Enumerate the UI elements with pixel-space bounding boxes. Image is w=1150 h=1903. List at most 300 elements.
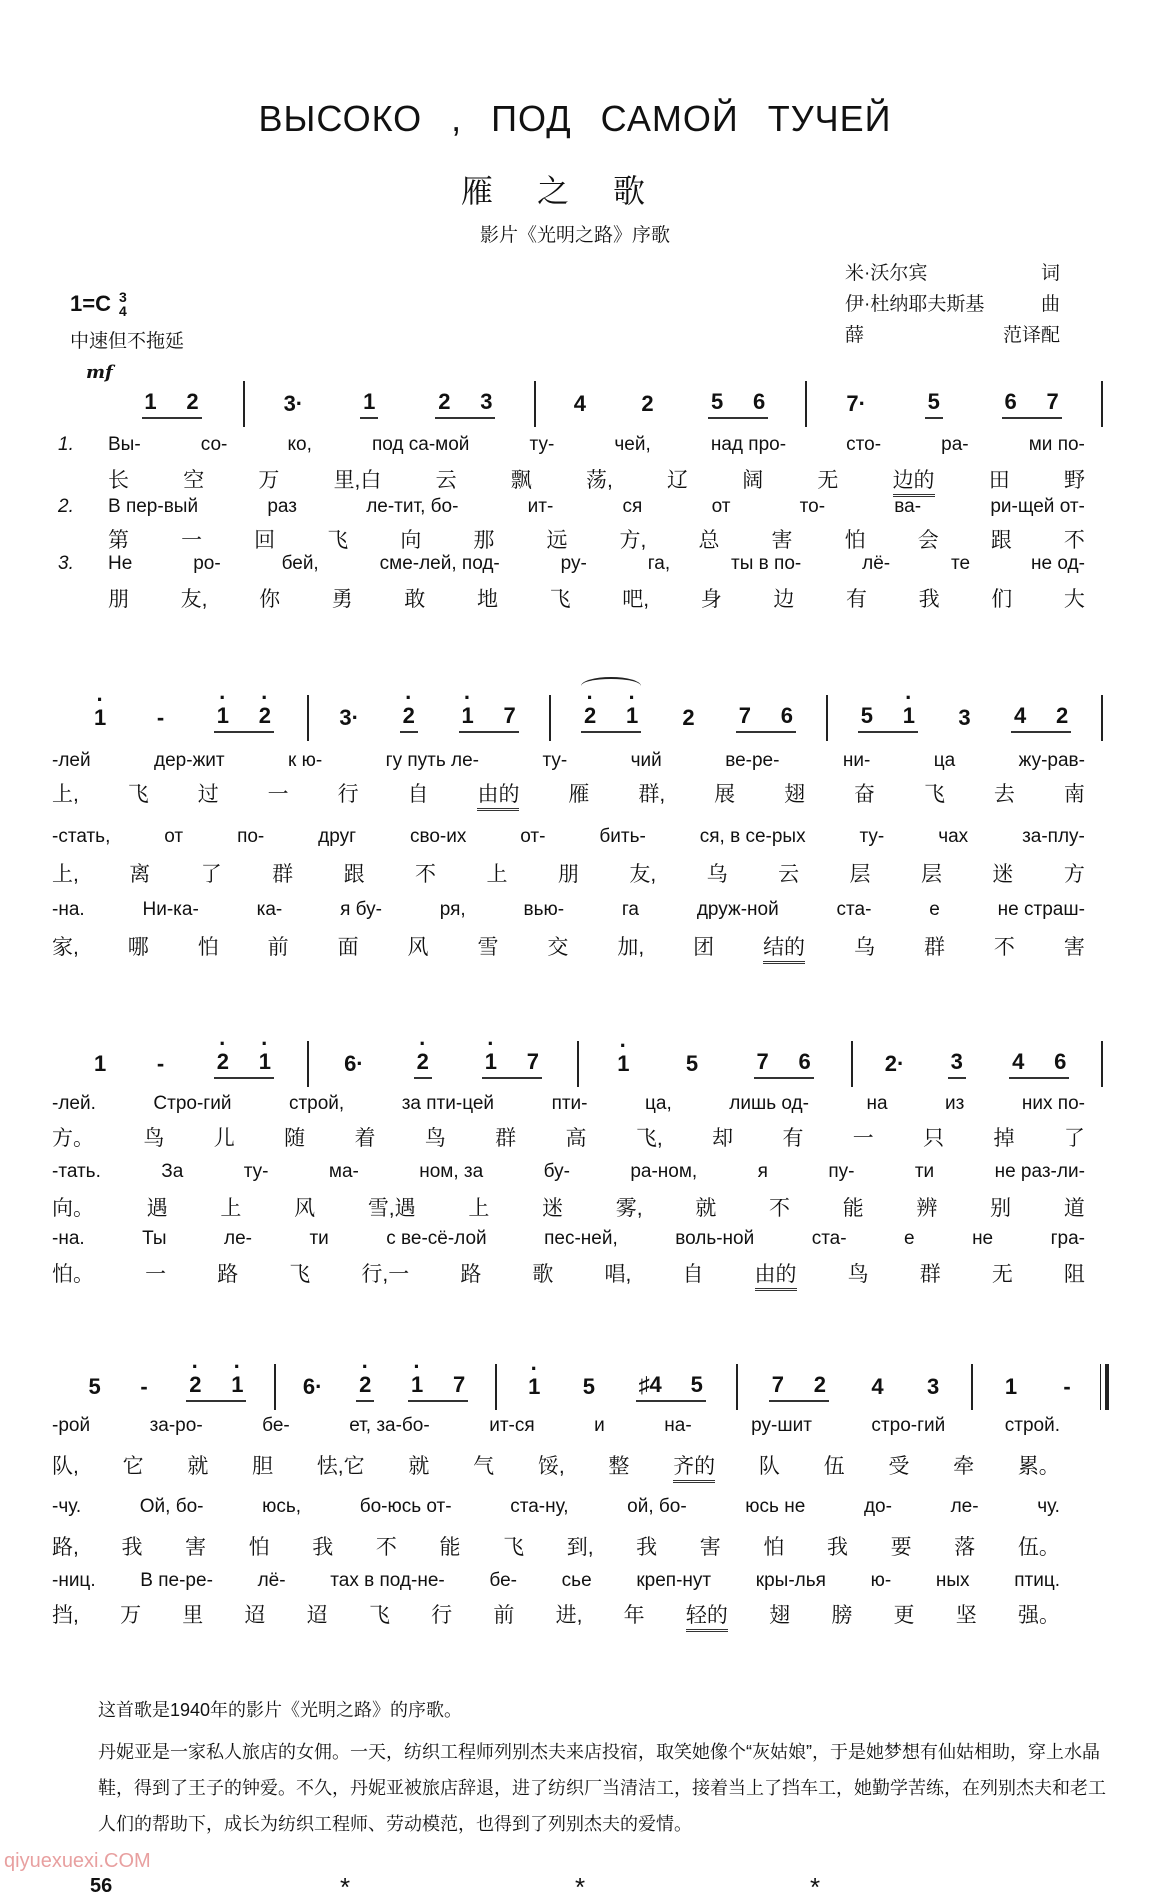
lyric-syllable: 怕 — [248, 1536, 270, 1559]
lyric-syllable: ка- — [256, 899, 283, 920]
lyric-syllable: 掉 — [993, 1127, 1015, 1150]
lyric-syllable: е — [929, 899, 940, 920]
lyric-syllable: 怯,它 — [316, 1455, 365, 1478]
lyric-syllable: 伍。 — [1017, 1536, 1060, 1559]
lyric-syllable: ро- — [193, 553, 221, 574]
lyric-syllable: 到, — [566, 1536, 594, 1559]
beam-group — [435, 389, 495, 419]
lyric-syllable: 轻的 — [686, 1599, 728, 1632]
lyric-syllable: ту- — [542, 750, 568, 771]
beam-group — [948, 1049, 966, 1079]
note: · 1 — [625, 703, 639, 729]
credit-name: 薛 — [845, 325, 865, 346]
beam-group — [1009, 1049, 1069, 1079]
lyric-syllable: креп-нут — [636, 1570, 712, 1591]
lyric-syllable: 无 — [817, 469, 839, 492]
lyric-syllable: 膀 — [831, 1604, 853, 1627]
lyric-syllable: 风 — [407, 936, 429, 959]
lyric-syllable: 友, — [629, 863, 657, 886]
lyric-syllable: 唱, — [604, 1263, 632, 1286]
lyric-line-chinese — [52, 778, 1085, 811]
lyric-syllable: 地 — [476, 588, 498, 611]
lyric-syllable: 我 — [636, 1536, 658, 1559]
note: 2 — [186, 389, 199, 414]
lyric-syllable: 遇 — [146, 1197, 168, 1220]
lyric-syllable: бу- — [543, 1161, 570, 1182]
note: 6 — [753, 389, 766, 414]
lyric-syllable: 不 — [769, 1197, 791, 1220]
lyric-syllable: ся — [622, 496, 643, 517]
lyric-syllable: лишь од- — [729, 1093, 809, 1114]
lyric-syllable: 害 — [1063, 936, 1085, 959]
lyric-syllable: -чу. — [52, 1496, 82, 1517]
lyric-line-russian — [52, 1161, 1085, 1183]
lyric-syllable: ца, — [645, 1093, 672, 1114]
lyric-syllable: раз — [267, 496, 297, 517]
beam-group — [1002, 389, 1062, 419]
lyric-syllable: 辨 — [916, 1197, 938, 1220]
lyric-syllable: 行 — [431, 1604, 453, 1627]
lyric-syllable: чах — [938, 826, 969, 847]
star-separator: * — [810, 1872, 821, 1902]
note: - — [156, 705, 165, 730]
lyric-syllable: на- — [664, 1415, 692, 1436]
lyric-syllable: 怕。 — [52, 1263, 94, 1286]
lyric-syllable: 坚 — [955, 1604, 977, 1627]
lyric-syllable: 害 — [185, 1536, 207, 1559]
lyric-syllable: Стро-гий — [153, 1093, 232, 1114]
lyric-syllable: сво-их — [409, 826, 467, 847]
lyric-syllable: них по- — [1021, 1093, 1085, 1114]
measure — [828, 695, 1103, 741]
lyric-syllable: 哪 — [127, 936, 149, 959]
lyric-line-russian — [52, 1496, 1060, 1518]
lyric-syllable: 队, — [52, 1455, 79, 1478]
lyric-syllable: 一 — [267, 783, 289, 806]
lyric-syllable: 方, — [619, 529, 647, 552]
lyric-syllable: 加, — [617, 936, 645, 959]
lyric-syllable: 害 — [699, 1536, 721, 1559]
lyric-syllable: 雾, — [615, 1197, 643, 1220]
lyric-syllable: 吧, — [622, 588, 650, 611]
lyric-syllable: 落 — [954, 1536, 976, 1559]
lyric-syllable: 上, — [52, 783, 79, 806]
lyric-syllable: ра-ном, — [630, 1161, 698, 1182]
lyric-syllable: к ю- — [288, 750, 323, 771]
note: ♯4 — [638, 1372, 662, 1397]
lyric-syllable: ва- — [894, 496, 922, 517]
lyric-syllable: ру-шит — [751, 1415, 812, 1436]
lyric-syllable: не раз-ли- — [994, 1161, 1085, 1182]
lyric-syllable: -стать, — [52, 826, 111, 847]
tempo-marking: 中速但不拖延 — [70, 331, 185, 352]
lyric-syllable: 有 — [782, 1127, 804, 1150]
measure — [853, 1041, 1103, 1087]
lyric-syllable: 敢 — [404, 588, 426, 611]
lyric-syllable: за пти-цей — [401, 1093, 495, 1114]
lyric-syllable: 了 — [200, 863, 222, 886]
notes-paragraph-2: 丹妮亚是一家私人旅店的女佣。一天，纺织工程师列别杰夫来店投宿，取笑她像个“灰姑娘”，于是她梦想有仙姑相助，穿上水晶鞋，得到了王子的钟爱。不久，丹妮亚被旅店辞退，进了纺织厂当清洁工，接着当上了挡车工，她勤学苦练，在列别杰夫和老工人们的帮助下，成长为纺织工程师、劳动模范，也得到了列别杰夫的爱情。 — [98, 1742, 1106, 1834]
lyric-syllable: 勇 — [331, 588, 353, 611]
lyric-syllable: 气 — [473, 1455, 495, 1478]
note: 4 — [1012, 1049, 1025, 1074]
credits — [845, 258, 1060, 351]
lyric-syllable: Ты — [142, 1228, 167, 1249]
note: 6· — [344, 1051, 364, 1076]
lyric-syllable: 我 — [121, 1536, 143, 1559]
lyric-line-russian — [108, 553, 1085, 575]
lyric-syllable: воль-ной — [675, 1228, 755, 1249]
lyric-syllable: 会 — [917, 529, 939, 552]
lyric-syllable: 翅 — [769, 1604, 791, 1627]
lyric-syllable: ря, — [439, 899, 466, 920]
note: · 2 — [583, 703, 597, 729]
key-label: 1=C — [70, 291, 111, 316]
lyric-syllable: ты в по- — [731, 553, 802, 574]
lyric-syllable: дер-жит — [154, 750, 225, 771]
beam-group — [214, 1049, 274, 1079]
lyric-syllable: ми по- — [1028, 434, 1085, 455]
lyric-syllable: ле- — [224, 1228, 252, 1249]
lyric-syllable: 就 — [408, 1455, 430, 1478]
lyric-syllable: ра- — [941, 434, 969, 455]
star-separator: * — [575, 1872, 586, 1902]
lyric-syllable: 不 — [415, 863, 437, 886]
lyric-syllable: -рой — [52, 1415, 91, 1436]
lyric-syllable: стро-гий — [871, 1415, 946, 1436]
lyric-syllable: за-ро- — [149, 1415, 203, 1436]
lyric-syllable: 边的 — [893, 464, 935, 497]
lyric-syllable: бить- — [599, 826, 646, 847]
verse-number: 1. — [58, 434, 74, 455]
lyric-syllable: 高 — [565, 1127, 587, 1150]
time-signature — [119, 290, 127, 318]
lyric-syllable: 向 — [400, 529, 422, 552]
note: · 1 — [216, 703, 230, 729]
lyric-syllable: 就 — [695, 1197, 717, 1220]
lyric-syllable: чий — [630, 750, 662, 771]
note: 3 — [950, 1049, 963, 1074]
verse-number: 2. — [58, 496, 74, 517]
lyric-syllable: 飞 — [549, 588, 571, 611]
lyric-syllable: 飞 — [327, 529, 349, 552]
lyric-syllable: 奋 — [854, 783, 875, 806]
lyric-syllable: 雁 — [568, 783, 590, 806]
lyric-syllable: 胆 — [252, 1455, 274, 1478]
beam-group — [400, 703, 418, 733]
lyric-syllable: 群 — [919, 1263, 941, 1286]
lyric-syllable: пти- — [551, 1093, 588, 1114]
lyric-syllable: 田 — [988, 469, 1010, 492]
lyric-syllable: 鸟 — [143, 1127, 165, 1150]
lyric-syllable: друж-ной — [696, 899, 779, 920]
note: · 2 — [258, 703, 272, 729]
credit-music — [845, 289, 1060, 320]
note: 7 — [452, 1372, 466, 1397]
lyric-syllable: под са-мой — [371, 434, 470, 455]
lyric-syllable: 空 — [183, 469, 205, 492]
lyric-syllable: строй. — [1004, 1415, 1060, 1436]
notes-row — [100, 381, 1103, 427]
lyric-syllable: ту- — [243, 1161, 269, 1182]
lyric-syllable: ит-ся — [489, 1415, 535, 1436]
lyric-syllable: ит- — [527, 496, 554, 517]
note: 5 — [582, 1374, 595, 1399]
lyric-syllable: 就 — [187, 1455, 209, 1478]
lyric-syllable: 云 — [435, 469, 457, 492]
lyric-syllable: ко, — [287, 434, 312, 455]
beam-group — [356, 1372, 374, 1402]
lyric-syllable: 阻 — [1063, 1263, 1085, 1286]
note: · 2 — [402, 703, 416, 729]
lyric-syllable: над про- — [710, 434, 787, 455]
lyric-syllable: 南 — [1063, 783, 1085, 806]
lyric-syllable: от — [164, 826, 184, 847]
note: 7 — [738, 703, 751, 728]
note: 2 — [813, 1372, 826, 1397]
lyric-syllable: ста- — [836, 899, 872, 920]
note: 6 — [1054, 1049, 1067, 1074]
lyric-line-russian — [52, 1093, 1085, 1115]
lyric-line-chinese — [52, 1122, 1085, 1152]
lyric-syllable: юсь, — [262, 1496, 302, 1517]
note: 6 — [780, 703, 793, 728]
lyric-syllable: 不 — [993, 936, 1015, 959]
lyric-syllable: ле-тит, бо- — [366, 496, 459, 517]
lyric-syllable: ой, бо- — [627, 1496, 687, 1517]
lyric-syllable: В пе-ре- — [140, 1570, 213, 1591]
lyric-line-chinese — [108, 524, 1085, 554]
lyric-syllable: 随 — [284, 1127, 306, 1150]
lyric-syllable: 飞 — [503, 1536, 525, 1559]
lyric-syllable: 阔 — [742, 469, 764, 492]
lyric-syllable: 不 — [1063, 529, 1085, 552]
measure — [536, 381, 807, 427]
lyric-syllable: 上 — [468, 1197, 490, 1220]
lyric-syllable: 翅 — [784, 783, 806, 806]
lyric-syllable: с ве-сё-лой — [386, 1228, 487, 1249]
note: · 1 — [484, 1049, 498, 1075]
lyric-line-chinese — [108, 464, 1085, 497]
note: 2 — [438, 389, 451, 414]
lyric-syllable: 群 — [272, 863, 294, 886]
lyric-syllable: бо-юсь от- — [359, 1496, 452, 1517]
lyric-syllable: 歌 — [532, 1263, 554, 1286]
lyric-syllable: 有 — [845, 588, 867, 611]
measure — [309, 1041, 579, 1087]
lyric-line-chinese — [52, 1450, 1060, 1483]
lyric-syllable: 家, — [52, 936, 79, 959]
note: 1 — [144, 389, 157, 414]
note: 7 — [1046, 389, 1059, 414]
measure — [100, 381, 245, 427]
lyric-syllable: 别 — [990, 1197, 1012, 1220]
lyric-line-chinese — [52, 931, 1085, 964]
lyric-syllable: 上 — [486, 863, 508, 886]
lyric-syllable: 长 — [108, 469, 129, 492]
lyric-syllable: 怕 — [197, 936, 219, 959]
verse-number: 3. — [58, 553, 74, 574]
note: 5 — [927, 389, 940, 414]
notes-row — [60, 1041, 1103, 1087]
lyric-syllable: 路, — [52, 1536, 79, 1559]
lyric-syllable: 身 — [700, 588, 722, 611]
beam-group — [408, 1372, 468, 1402]
lyric-syllable: 友, — [180, 588, 208, 611]
lyric-syllable: 牵 — [953, 1455, 975, 1478]
notes-row — [60, 1364, 1105, 1410]
note: 1 — [94, 1051, 107, 1076]
song-title-russian: ВЫСОКО , ПОД САМОЙ ТУЧЕЙ — [258, 98, 892, 139]
song-title-chinese: 雁之歌 — [460, 172, 689, 210]
note: · 2 — [358, 1372, 372, 1398]
lyric-syllable: ет, за-бо- — [349, 1415, 430, 1436]
lyric-syllable: 鸟 — [424, 1127, 446, 1150]
lyric-line-russian — [52, 1415, 1060, 1437]
measure — [579, 1041, 853, 1087]
lyric-syllable: и — [594, 1415, 605, 1436]
lyric-syllable: 上, — [52, 863, 79, 886]
note: - — [140, 1374, 148, 1399]
lyric-syllable: 能 — [842, 1197, 864, 1220]
note: 3· — [283, 391, 304, 416]
note: 5 — [88, 1374, 101, 1399]
lyric-syllable: 一 — [852, 1127, 874, 1150]
lyric-syllable: 我 — [312, 1536, 334, 1559]
lyric-syllable: лё- — [862, 553, 891, 574]
lyric-syllable: 鸟 — [847, 1263, 869, 1286]
lyric-syllable: ста- — [811, 1228, 847, 1249]
lyric-syllable: -на. — [52, 899, 85, 920]
lyric-syllable: 怕 — [844, 529, 866, 552]
lyric-syllable: 受 — [888, 1455, 910, 1478]
lyric-syllable: 里 — [182, 1604, 204, 1627]
lyric-syllable: 你 — [259, 588, 281, 611]
note: - — [1063, 1374, 1071, 1399]
lyric-syllable: е — [904, 1228, 915, 1249]
notes-paragraph-1: 这首歌是1940年的影片《光明之路》的序歌。 — [98, 1700, 463, 1720]
lyric-syllable: 飘 — [510, 469, 532, 492]
lyric-syllable: 团 — [693, 936, 715, 959]
beam-group — [214, 703, 274, 733]
lyric-syllable: 群, — [638, 783, 666, 806]
note: - — [156, 1051, 165, 1076]
lyric-syllable: 迢 — [306, 1604, 328, 1627]
dynamic-marking: mf — [86, 362, 113, 383]
star-separator: * — [340, 1872, 351, 1902]
lyric-syllable: 只 — [923, 1127, 945, 1150]
lyric-line-russian — [52, 826, 1085, 848]
note: 7 — [756, 1049, 769, 1074]
note: 1 — [1004, 1374, 1018, 1399]
lyric-syllable: Вы- — [108, 434, 141, 455]
lyric-syllable: ца — [933, 750, 956, 771]
lyric-syllable: не — [972, 1228, 994, 1249]
note: · 2 — [416, 1049, 430, 1075]
lyric-syllable: на — [866, 1093, 888, 1114]
note: · 1 — [93, 705, 107, 731]
lyric-syllable: жу-рав- — [1018, 750, 1085, 771]
lyric-syllable: юсь не — [745, 1496, 806, 1517]
lyric-syllable: то- — [799, 496, 826, 517]
lyric-syllable: 一 — [181, 529, 203, 552]
lyric-syllable: 过 — [197, 783, 219, 806]
lyric-line-russian — [52, 899, 1085, 921]
note: 7 — [771, 1372, 784, 1397]
lyric-syllable: не страш- — [997, 899, 1085, 920]
note: 3 — [480, 389, 493, 414]
beam-group — [459, 703, 519, 733]
lyric-syllable: 群 — [495, 1127, 517, 1150]
lyric-syllable: друг — [318, 826, 357, 847]
lyric-syllable: 里,白 — [333, 469, 382, 492]
measure — [276, 1364, 497, 1410]
lyric-syllable: из — [945, 1093, 965, 1114]
lyric-syllable: 飞 — [368, 1604, 390, 1627]
measure — [973, 1364, 1105, 1410]
note: 6 — [1004, 389, 1017, 414]
lyric-syllable: 风 — [294, 1197, 316, 1220]
lyric-line-chinese — [52, 1531, 1060, 1561]
lyric-syllable: 馁, — [537, 1455, 565, 1478]
note: 5 — [690, 1372, 703, 1397]
time-bottom: 4 — [118, 303, 127, 319]
lyric-syllable: 无 — [991, 1263, 1013, 1286]
lyric-syllable: 朋 — [557, 863, 579, 886]
lyric-syllable: -лей — [52, 750, 91, 771]
lyric-syllable: строй, — [288, 1093, 345, 1114]
lyric-syllable: 挡, — [52, 1604, 79, 1627]
measure — [309, 695, 551, 741]
lyric-syllable: га, — [647, 553, 671, 574]
lyric-syllable: гу путь ле- — [385, 750, 480, 771]
lyric-syllable: ри-щей от- — [990, 496, 1085, 517]
credit-role: 范译配 — [1002, 325, 1060, 346]
measure — [807, 381, 1103, 427]
lyric-syllable: гра- — [1050, 1228, 1085, 1249]
lyric-syllable: 飞 — [289, 1263, 311, 1286]
measure — [738, 1364, 973, 1410]
beam-group — [142, 389, 202, 419]
lyric-syllable: ста-ну, — [510, 1496, 569, 1517]
lyric-syllable: я — [757, 1161, 768, 1182]
lyric-syllable: 要 — [890, 1536, 912, 1559]
note: · 1 — [616, 1051, 630, 1077]
lyric-line-russian — [108, 434, 1085, 456]
lyric-syllable: за-плу- — [1022, 826, 1085, 847]
lyric-syllable: от- — [520, 826, 546, 847]
lyric-syllable: 齐的 — [673, 1450, 715, 1483]
lyric-syllable: бей, — [281, 553, 319, 574]
lyric-syllable: 着 — [354, 1127, 376, 1150]
lyric-syllable: 云 — [778, 863, 800, 886]
lyric-syllable: 路 — [217, 1263, 239, 1286]
lyric-syllable: тах в под-не- — [330, 1570, 445, 1591]
lyric-syllable: 迷 — [542, 1197, 564, 1220]
lyric-line-chinese — [52, 858, 1085, 888]
lyric-syllable: 更 — [893, 1604, 915, 1627]
note: 2 — [1056, 703, 1069, 728]
lyric-syllable: -тать. — [52, 1161, 101, 1182]
lyric-syllable: вью- — [523, 899, 565, 920]
slur-mark — [581, 677, 641, 695]
lyric-syllable: ти — [309, 1228, 329, 1249]
lyric-syllable: 进, — [555, 1604, 583, 1627]
lyric-syllable: За — [161, 1161, 184, 1182]
beam-group — [736, 703, 796, 733]
note: 5 — [860, 703, 873, 728]
lyric-syllable: ю- — [870, 1570, 892, 1591]
